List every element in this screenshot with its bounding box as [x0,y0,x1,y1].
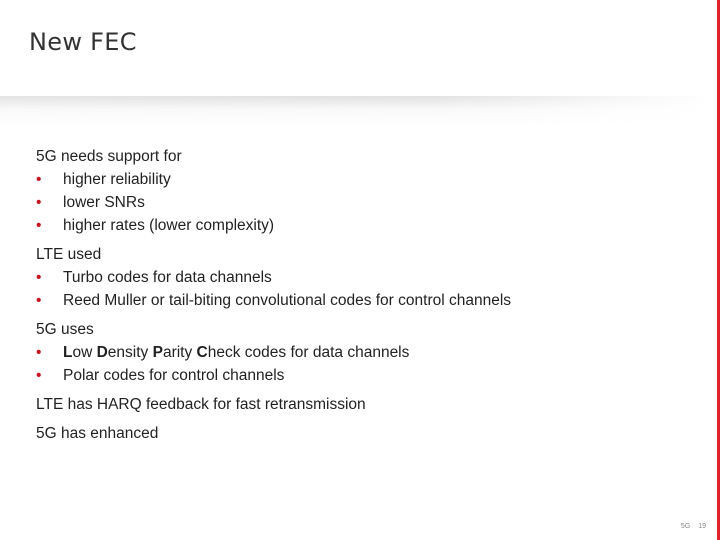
bullet-icon: • [36,367,42,384]
section-heading: LTE used [36,246,102,263]
list-item-ldpc: • Low Density Parity Check codes for data channels [36,341,696,364]
section-5g-enhanced [36,422,696,445]
list-item: • higher rates (lower complexity) [36,214,696,237]
section-heading: 5G uses [36,321,94,338]
title-divider-shadow [0,96,712,126]
list-item: • Turbo codes for data channels [36,266,696,289]
list-item: • higher reliability [36,168,696,191]
slide-footer [673,523,706,530]
section-5g-uses [36,318,696,387]
slide-title: New FEC [29,28,137,56]
section-heading: 5G needs support for [36,148,182,165]
bullet-icon: • [36,292,42,309]
bullet-icon: • [36,217,42,234]
slide-content [36,145,696,451]
list-item: • Polar codes for control channels [36,364,696,387]
section-lte-harq [36,393,696,416]
text-line: 5G has enhanced [36,425,159,442]
bullet-icon: • [36,171,42,188]
bullet-icon: • [36,194,42,211]
list-item: • lower SNRs [36,191,696,214]
section-5g-needs [36,145,696,237]
bullet-icon: • [36,269,42,286]
bullet-icon: • [36,344,42,361]
page-number: 19 [698,523,706,530]
text-line: LTE has HARQ feedback for fast retransmission [36,396,366,413]
section-lte-used [36,243,696,312]
list-item: • Reed Muller or tail-biting convolutional codes for control channels [36,289,696,312]
footer-label: 5G [680,523,691,530]
